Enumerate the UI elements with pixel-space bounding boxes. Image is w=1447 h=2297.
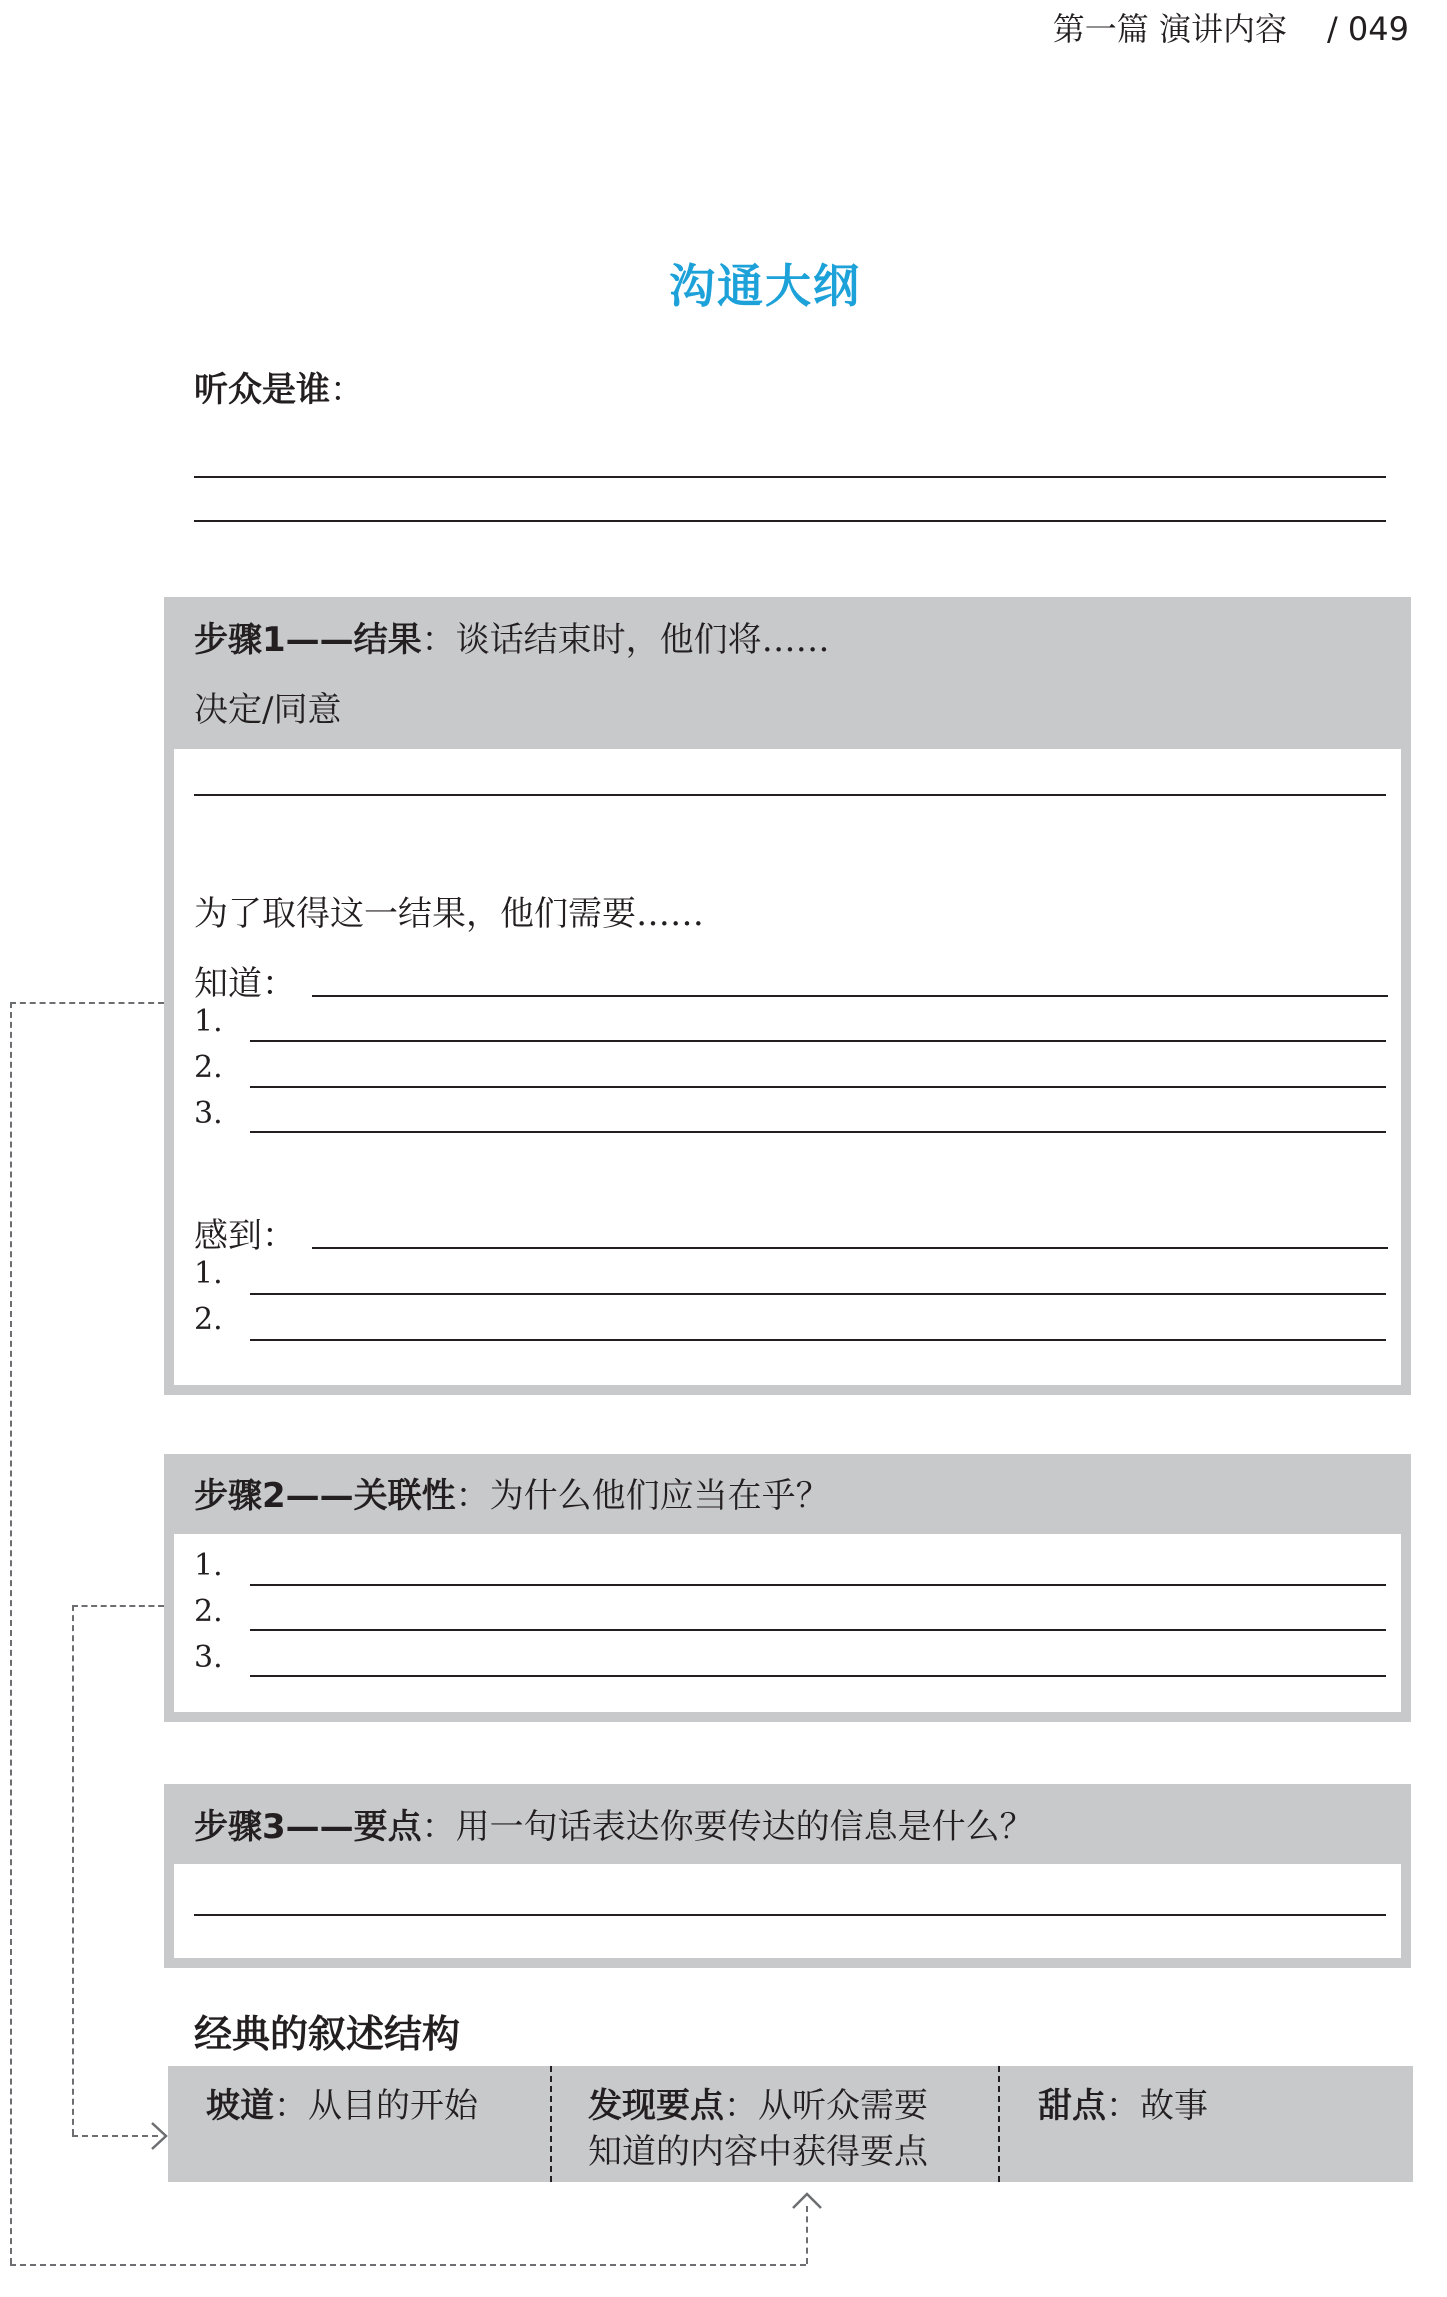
- connector-relevance-top: [72, 1605, 164, 1607]
- feel-item-2: 2.: [194, 1302, 223, 1337]
- know-label: 知道：: [194, 964, 296, 1004]
- know-line[interactable]: [312, 995, 1388, 997]
- narrative-discovery: 发现要点：从听众需要: [588, 2086, 928, 2126]
- running-header: [1053, 4, 1409, 50]
- feel-item-1: 1.: [194, 1256, 223, 1291]
- audience-label: 听众是谁：: [194, 370, 364, 410]
- narrative-title: 经典的叙述结构: [194, 2012, 461, 2056]
- audience-line-2[interactable]: [194, 520, 1386, 522]
- step2-item-3: 3.: [194, 1640, 223, 1675]
- narrative-divider-2: [998, 2066, 1000, 2182]
- narrative-discovery-line2: 知道的内容中获得要点: [588, 2132, 928, 2172]
- narrative-divider-1: [550, 2066, 552, 2182]
- know-item-1: 1.: [194, 1004, 223, 1039]
- connector-relevance-vertical: [72, 1605, 74, 2135]
- audience-line-1[interactable]: [194, 476, 1386, 478]
- page-title: 沟通大纲: [669, 259, 861, 313]
- step1-inner: [174, 749, 1401, 1385]
- connector-know-vertical: [10, 1002, 12, 2264]
- step2-item-1: 1.: [194, 1548, 223, 1583]
- step1-need: 为了取得这一结果，他们需要……: [194, 894, 704, 934]
- connector-know-up: [806, 2206, 808, 2264]
- narrative-dessert: 甜点：故事: [1038, 2086, 1208, 2126]
- step3-inner: [174, 1864, 1401, 1958]
- feel-label: 感到：: [194, 1216, 296, 1256]
- step3-heading: 步骤3——要点：用一句话表达你要传达的信息是什么？: [194, 1807, 1034, 1847]
- step2-inner: [174, 1534, 1401, 1712]
- know-line-3[interactable]: [250, 1131, 1386, 1133]
- page-number: / 049: [1326, 10, 1409, 48]
- narrative-ramp: 坡道：从目的开始: [206, 2086, 478, 2126]
- step2-line-3[interactable]: [250, 1675, 1386, 1677]
- chapter-title: 第一篇 演讲内容: [1052, 10, 1287, 48]
- feel-line[interactable]: [312, 1247, 1388, 1249]
- step1-heading: 步骤1——结果：谈话结束时，他们将……: [194, 620, 830, 660]
- know-line-1[interactable]: [250, 1040, 1386, 1042]
- connector-know-top: [10, 1002, 164, 1004]
- step2-item-2: 2.: [194, 1594, 223, 1629]
- step1-answer-line[interactable]: [194, 794, 1386, 796]
- connector-know-bottom: [10, 2264, 806, 2266]
- connector-relevance-bottom: [72, 2135, 158, 2137]
- step2-line-1[interactable]: [250, 1584, 1386, 1586]
- know-item-2: 2.: [194, 1050, 223, 1085]
- know-item-3: 3.: [194, 1096, 223, 1131]
- arrow-right-icon: [148, 2120, 170, 2152]
- step1-sub: 决定/同意: [194, 690, 342, 730]
- feel-line-1[interactable]: [250, 1293, 1386, 1295]
- step3-answer-line[interactable]: [194, 1914, 1386, 1916]
- step2-heading: 步骤2——关联性：为什么他们应当在乎？: [194, 1476, 830, 1516]
- know-line-2[interactable]: [250, 1086, 1386, 1088]
- step2-line-2[interactable]: [250, 1629, 1386, 1631]
- arrow-up-icon: [790, 2190, 824, 2212]
- feel-line-2[interactable]: [250, 1339, 1386, 1341]
